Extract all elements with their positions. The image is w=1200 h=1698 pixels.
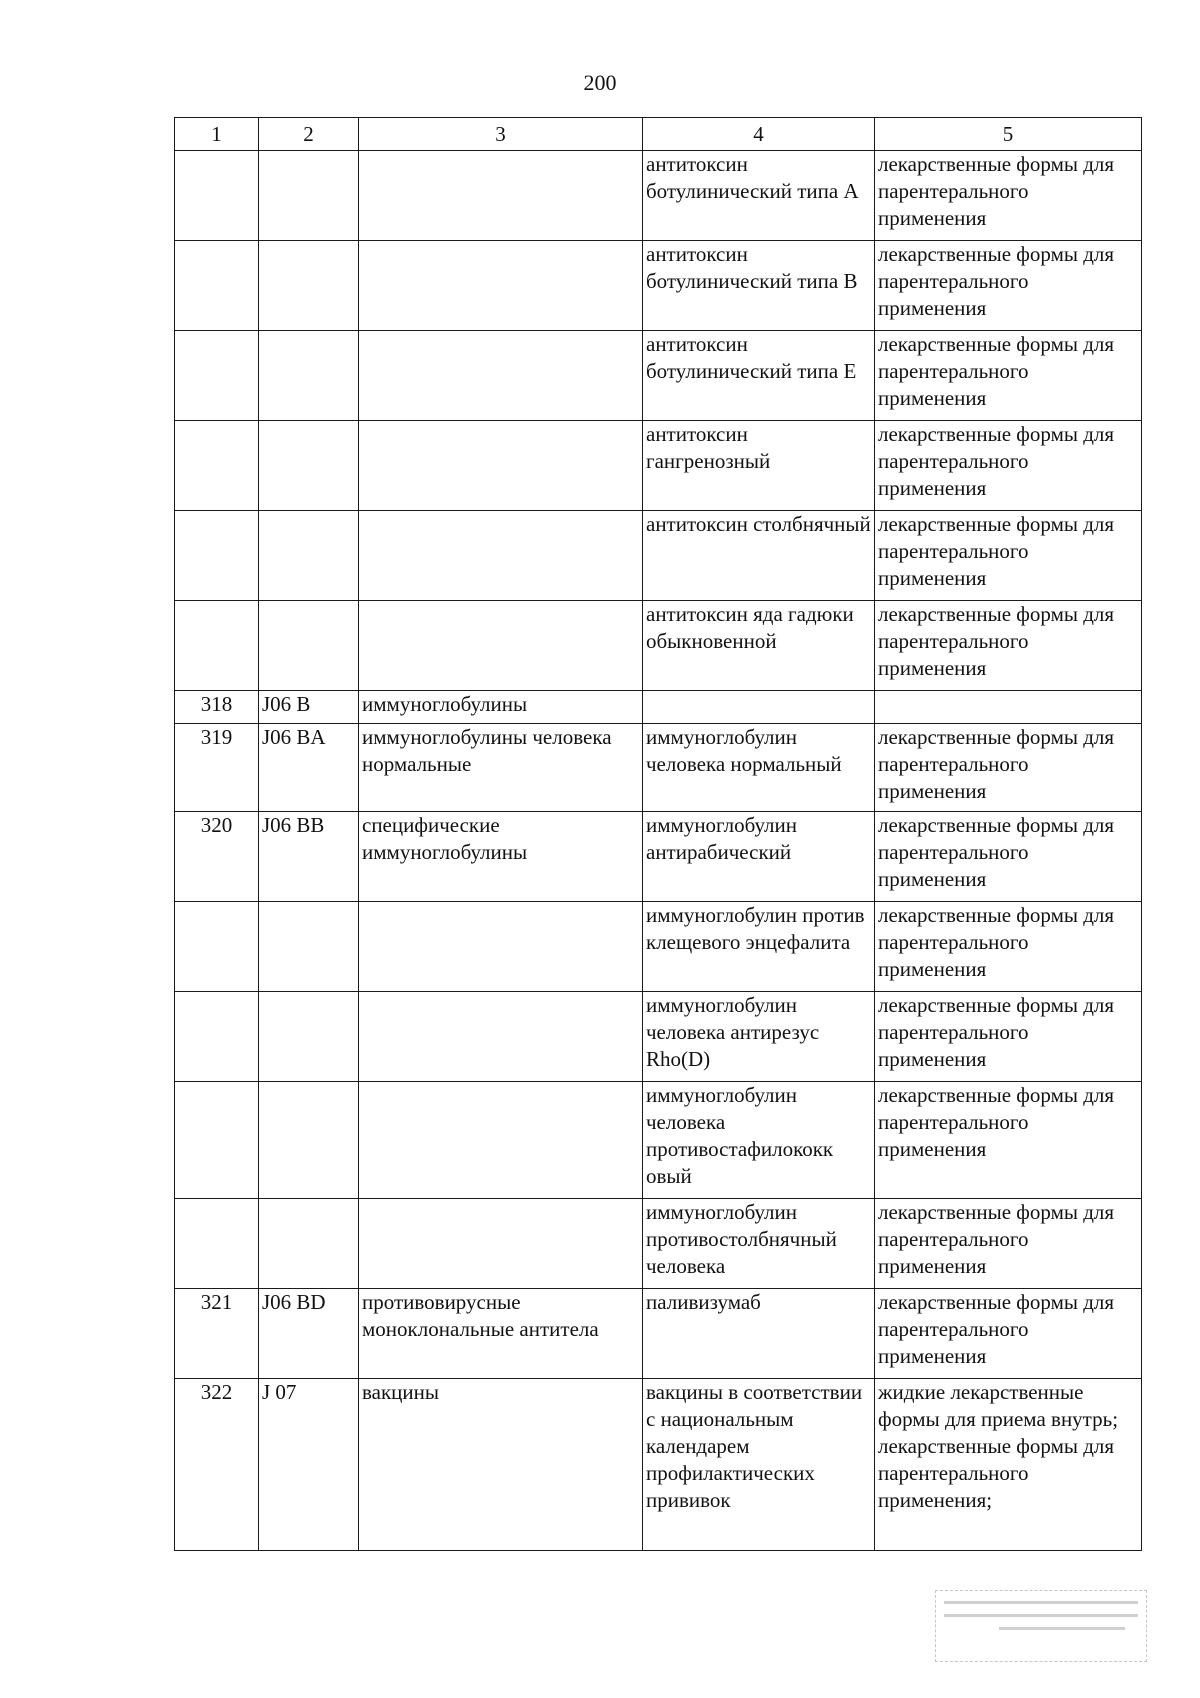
- header-cell: 2: [259, 118, 359, 151]
- header-cell: 5: [875, 118, 1142, 151]
- dosage-form: [875, 691, 1142, 724]
- row-number: 318: [175, 691, 259, 724]
- drug-name: антитоксин ботулинический типа А: [643, 151, 875, 241]
- atc-group: иммуноглобулины человека нормальные: [359, 724, 643, 812]
- dosage-form: лекарственные формы для парентерального применения: [875, 902, 1142, 992]
- dosage-form: лекарственные формы для парентерального применения: [875, 241, 1142, 331]
- drug-name: антитоксин ботулинический типа В: [643, 241, 875, 331]
- drug-name: [643, 691, 875, 724]
- header-cell: 3: [359, 118, 643, 151]
- row-number: 319: [175, 724, 259, 812]
- drug-name: антитоксин столбнячный: [643, 511, 875, 601]
- drug-name: антитоксин гангренозный: [643, 421, 875, 511]
- table-row: [175, 902, 1142, 992]
- table-row: [175, 1082, 1142, 1199]
- empty-cell: [259, 992, 359, 1082]
- stamp-line: [944, 1614, 1138, 1617]
- table-row: [175, 601, 1142, 691]
- dosage-form-cell: [875, 1379, 1142, 1551]
- empty-cell: [175, 241, 259, 331]
- medication-table: [174, 117, 1142, 1551]
- table-row: [175, 1289, 1142, 1379]
- stamp-line: [944, 1601, 1138, 1604]
- table-row: [175, 421, 1142, 511]
- page-number: 200: [583, 70, 617, 95]
- drug-name: паливизумаб: [643, 1289, 875, 1379]
- dosage-form: лекарственные формы для парентерального применения: [875, 331, 1142, 421]
- empty-cell: [175, 902, 259, 992]
- drug-name: антитоксин ботулинический типа Е: [643, 331, 875, 421]
- empty-cell: [259, 241, 359, 331]
- atc-code: J06 BB: [259, 812, 359, 902]
- atc-group: специфические иммуноглобулины: [359, 812, 643, 902]
- table-row: [175, 511, 1142, 601]
- empty-cell: [259, 151, 359, 241]
- empty-cell: [175, 1199, 259, 1289]
- drug-name: иммуноглобулин противостолбнячный человека: [643, 1199, 875, 1289]
- empty-cell: [175, 511, 259, 601]
- empty-cell: [259, 511, 359, 601]
- header-cell: 4: [643, 118, 875, 151]
- atc-group: иммуноглобулины: [359, 691, 643, 724]
- empty-cell: [259, 601, 359, 691]
- empty-cell: [259, 902, 359, 992]
- drug-name: иммуноглобулин антирабический: [643, 812, 875, 902]
- dosage-form: лекарственные формы для парентерального применения: [875, 1199, 1142, 1289]
- dosage-form: лекарственные формы для парентерального применения: [875, 151, 1142, 241]
- empty-cell: [259, 1199, 359, 1289]
- dosage-form: лекарственные формы для парентерального применения: [875, 724, 1142, 812]
- empty-cell: [175, 1082, 259, 1199]
- table-row: [175, 992, 1142, 1082]
- empty-cell: [359, 601, 643, 691]
- table-row: [175, 331, 1142, 421]
- header-cell: 1: [175, 118, 259, 151]
- dosage-form: лекарственные формы для парентерального применения: [875, 421, 1142, 511]
- empty-cell: [259, 331, 359, 421]
- drug-name: иммуноглобулин человека антирезус Rho(D): [643, 992, 875, 1082]
- empty-cell: [259, 421, 359, 511]
- atc-code: J06 BD: [259, 1289, 359, 1379]
- dosage-form: лекарственные формы для парентерального применения: [875, 601, 1142, 691]
- table-row: [175, 151, 1142, 241]
- table-row: [175, 1379, 1142, 1551]
- atc-code: J 07: [259, 1379, 359, 1551]
- official-stamp: [935, 1590, 1147, 1662]
- dosage-form: жидкие лекарственные формы для приема внутрь;: [878, 1380, 1119, 1431]
- empty-cell: [175, 331, 259, 421]
- atc-code: J06 B: [259, 691, 359, 724]
- empty-cell: [359, 241, 643, 331]
- atc-code: J06 BA: [259, 724, 359, 812]
- empty-cell: [359, 992, 643, 1082]
- empty-cell: [359, 331, 643, 421]
- table-row: [175, 812, 1142, 902]
- empty-cell: [175, 992, 259, 1082]
- empty-cell: [259, 1082, 359, 1199]
- row-number: 320: [175, 812, 259, 902]
- dosage-form: лекарственные формы для парентерального применения: [875, 812, 1142, 902]
- empty-cell: [175, 601, 259, 691]
- empty-cell: [175, 421, 259, 511]
- table-row: [175, 691, 1142, 724]
- dosage-form: лекарственные формы для парентерального применения: [875, 1289, 1142, 1379]
- table-row: [175, 241, 1142, 331]
- empty-cell: [359, 1199, 643, 1289]
- stamp-line: [999, 1627, 1125, 1630]
- header-row: [175, 118, 1142, 151]
- dosage-form: лекарственные формы для парентерального применения;: [878, 1434, 1115, 1512]
- empty-cell: [359, 902, 643, 992]
- drug-name: иммуноглобулин человека нормальный: [643, 724, 875, 812]
- empty-cell: [359, 511, 643, 601]
- drug-name: иммуноглобулин против клещевого энцефалита: [643, 902, 875, 992]
- atc-group: вакцины: [359, 1379, 643, 1551]
- drug-name: иммуноглобулин человека противостафилококк овый: [643, 1082, 875, 1199]
- dosage-form: лекарственные формы для парентерального применения: [875, 511, 1142, 601]
- table-row: [175, 1199, 1142, 1289]
- atc-group: противовирусные моноклональные антитела: [359, 1289, 643, 1379]
- dosage-form: лекарственные формы для парентерального применения: [875, 992, 1142, 1082]
- row-number: 321: [175, 1289, 259, 1379]
- empty-cell: [359, 421, 643, 511]
- dosage-form: лекарственные формы для парентерального применения: [875, 1082, 1142, 1199]
- drug-name: вакцины в соответствии с национальным календарем профилактических прививок: [643, 1379, 875, 1551]
- empty-cell: [175, 151, 259, 241]
- empty-cell: [359, 151, 643, 241]
- drug-name: антитоксин яда гадюки обыкновенной: [643, 601, 875, 691]
- row-number: 322: [175, 1379, 259, 1551]
- table-row: [175, 724, 1142, 812]
- empty-cell: [359, 1082, 643, 1199]
